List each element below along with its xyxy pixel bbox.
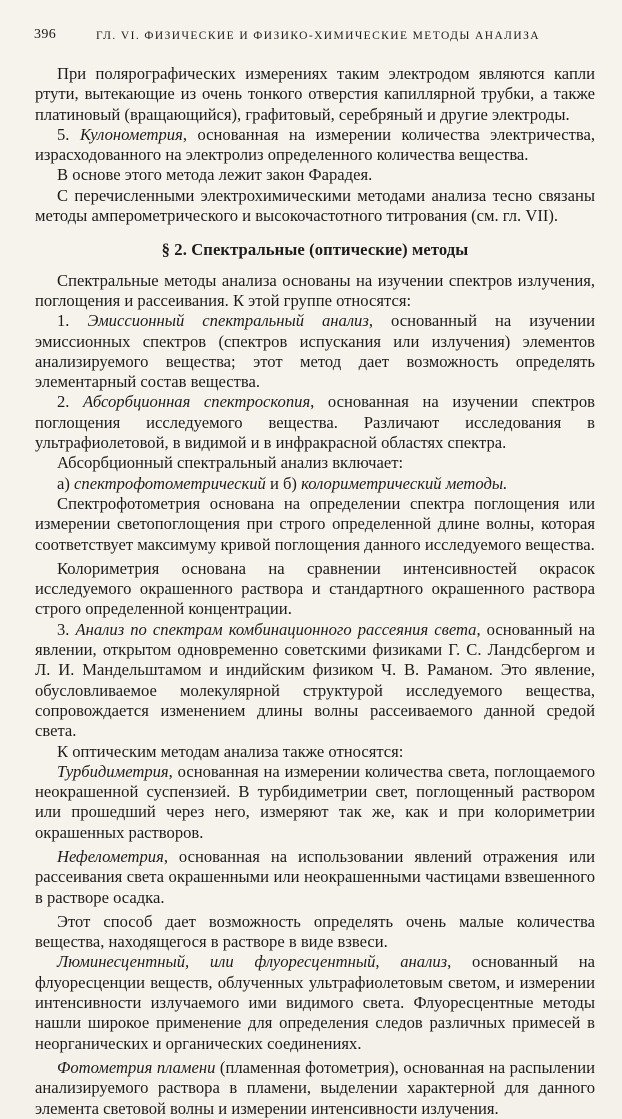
paragraph-small-amounts: Этот способ дает возможность определять очень малые количества вещества, находящегося в растворе в виде взвеси. xyxy=(35,911,595,952)
paragraph-coulometry xyxy=(35,125,595,166)
running-title: ГЛ. VI. ФИЗИЧЕСКИЕ И ФИЗИКО-ХИМИЧЕСКИЕ МЕТОДЫ АНАЛИЗА xyxy=(96,30,540,42)
paragraph-colorimetry: Колориметрия основана на сравнении интенсивностей окрасок исследуемого окрашенного раствора и стандартного окрашенного раствора строго определенной концентрации. xyxy=(35,558,595,619)
paragraph-flame-photometry xyxy=(35,1058,595,1119)
term-absorption: Абсорбционная спектроскопия xyxy=(83,392,311,412)
subtype-a-prefix: а) xyxy=(57,473,75,493)
term-luminescence: Люминесцентный, или флуоресцентный, анализ xyxy=(57,952,448,972)
paragraph-spectrophotometry: Спектрофотометрия основана на определении спектра поглощения или измерении светопоглощения при строго определенной длине волны, которая соответствует максимуму кривой поглощения данного исследуемого вещества. xyxy=(35,493,595,554)
running-header xyxy=(34,25,594,45)
list-item-raman xyxy=(35,620,595,742)
term-colorimetric: колориметрический методы. xyxy=(301,473,508,493)
section-heading: § 2. Спектральные (оптические) методы xyxy=(161,240,469,260)
list-item-absorption xyxy=(35,392,595,453)
paragraph-absorption-includes: Абсорбционный спектральный анализ включает: xyxy=(57,453,404,473)
paragraph-amperometric: С перечисленными электрохимическими методами анализа тесно связаны методы амперометрического и высокочастотного титрования (см. гл. VII). xyxy=(35,185,595,226)
page-body xyxy=(35,64,595,1119)
paragraph-spectral-intro: Спектральные методы анализа основаны на изучении спектров излучения, поглощения и рассеивания. К этой группе относятся: xyxy=(35,270,595,310)
paragraph-luminescence xyxy=(35,952,595,1053)
term-coulometry: Кулонометрия xyxy=(79,124,183,144)
list-number: 1. xyxy=(57,311,88,331)
emission-text: , основанный на изучении эмиссионных спектров (спектров испускания или излучения) элементов анализируемого вещества; этот метод дает возможность определять элементарный состав вещества. xyxy=(35,311,596,392)
absorption-text: , основанная на изучении спектров поглощения исследуемого вещества. Различают исследования в ультрафиолетовой, в видимой и в инфракрасной областях спектра. xyxy=(35,392,595,453)
term-emission: Эмиссионный спектральный анализ xyxy=(87,311,369,331)
list-number: 3. xyxy=(57,619,76,639)
term-spectrophotometric: спектрофотометрический xyxy=(74,473,266,493)
term-raman: Анализ по спектрам комбинационного рассеяния света xyxy=(75,619,477,639)
nephelometry-text: , основанная на использовании явлений отражения или рассеивания света окрашенными или неокрашенными частицами взвешенного в растворе осадка. xyxy=(35,846,595,907)
luminescence-text: , основанный на флуоресценции веществ, облученных ультрафиолетовым светом, и измерении интенсивности излучаемого ими видимого света. Флуоресцентные методы нашли широкое применение для определения следов различных примесей в неорганических и органических соединениях. xyxy=(35,952,595,1053)
flame-photometry-text: (пламенная фотометрия), основанная на распылении анализируемого раствора в пламени, выделении характерной для данного элемента световой волны и измерении интенсивности излучения. xyxy=(35,1057,595,1118)
paragraph-nephelometry xyxy=(35,847,595,908)
paragraph-polarography: При полярографических измерениях таким электродом являются капли ртути, вытекающие из очень тонкого отверстия капиллярной трубки, а также платиновый (вращающийся), графитовый, серебряный и другие электроды. xyxy=(35,64,595,124)
list-number: 2. xyxy=(57,392,84,412)
turbidimetry-text: , основанная на измерении количества света, поглощаемого неокрашенной суспензией. В турбидиметрии свет, поглощенный раствором или прошедший через него, измеряют так же, как и при колориметрии окрашенных растворов. xyxy=(35,761,595,842)
paragraph-turbidimetry xyxy=(35,762,595,843)
coulometry-text: , основанная на измерении количества электричества, израсходованного на электролиз определенного количества вещества. xyxy=(35,124,595,165)
paragraph-faraday: В основе этого метода лежит закон Фарадея. xyxy=(57,165,373,185)
term-nephelometry: Нефелометрия xyxy=(57,846,164,866)
raman-text: , основанный на явлении, открытом одновременно советскими физиками Г. С. Ландсбергом и Л. И. Мандельштамом и индийским физиком Ч. В. Раманом. Это явление, обусловливаемое молекулярной структурой исследуемого вещества, сопровождается изменением длины волны рассеиваемого данной средой света. xyxy=(35,619,595,741)
list-item-emission xyxy=(35,311,595,392)
paragraph-optical-also: К оптическим методам анализа также относятся: xyxy=(57,741,404,761)
list-number: 5. xyxy=(57,124,80,144)
term-flame-photometry: Фотометрия пламени xyxy=(57,1057,216,1077)
page-number: 396 xyxy=(34,27,57,42)
subtype-connector: и б) xyxy=(265,473,302,493)
paragraph-subtypes xyxy=(35,474,595,494)
term-turbidimetry: Турбидиметрия xyxy=(57,761,169,781)
